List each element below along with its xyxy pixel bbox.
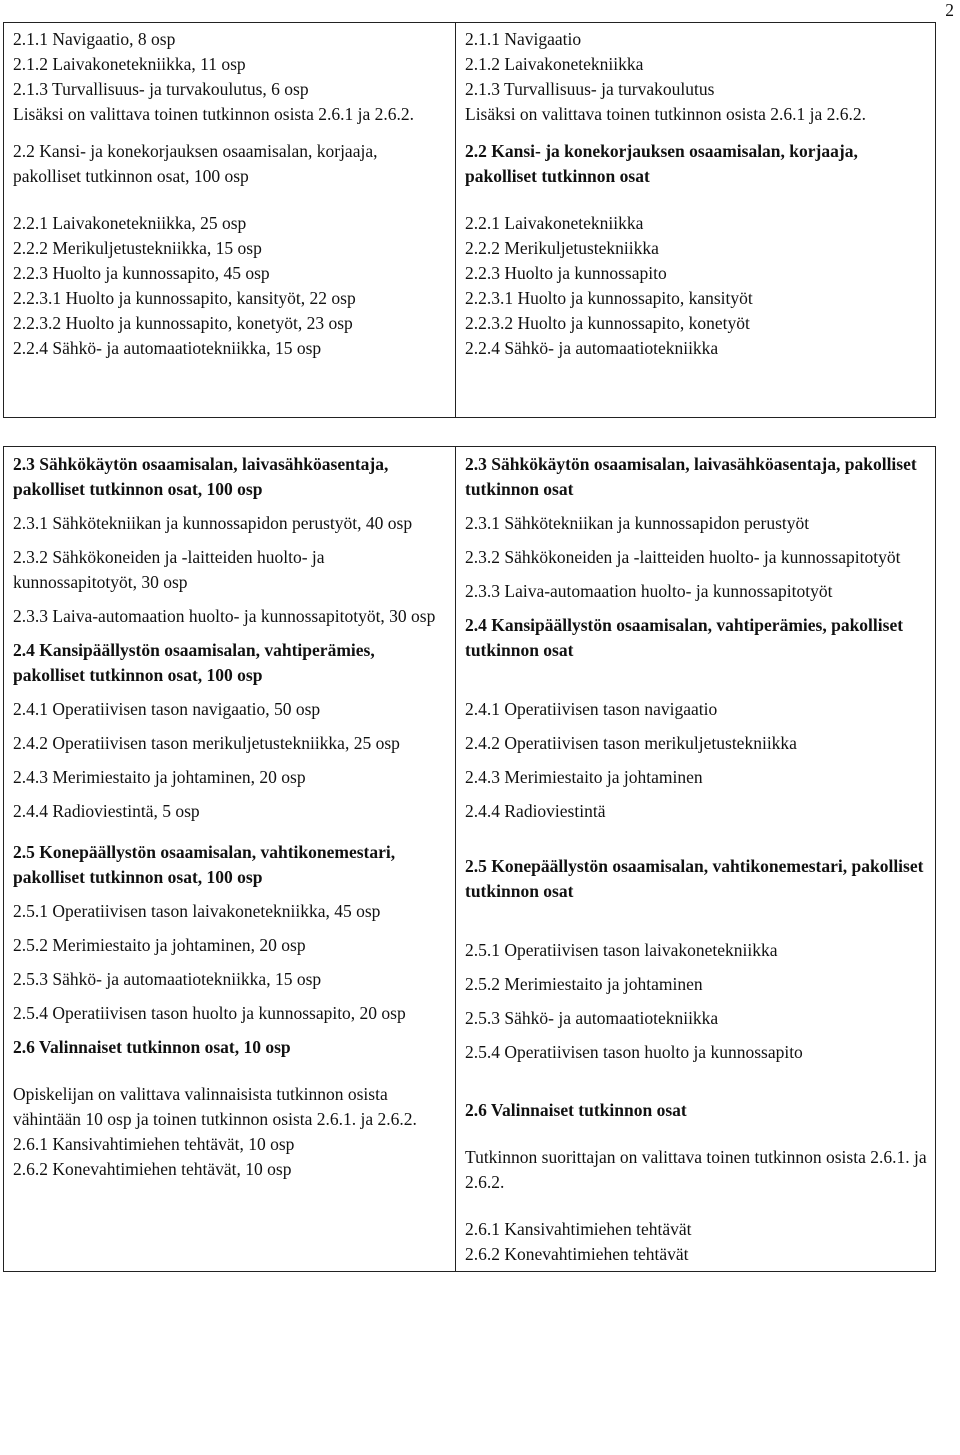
item: 2.6.1 Kansivahtimiehen tehtävät, 10 osp (13, 1134, 295, 1154)
line: 2.1.3 Turvallisuus- ja turvakoulutus (465, 79, 715, 99)
line: 2.2.3 Huolto ja kunnossapito (465, 263, 667, 283)
item: 2.5.1 Operatiivisen tason laivakonetekniikka, 45 osp (13, 901, 381, 921)
section-heading: 2.4 Kansipäällystön osaamisalan, vahtiperämies, pakolliset tutkinnon osat (465, 615, 904, 660)
section-heading: 2.5 Konepäällystön osaamisalan, vahtikonemestari, pakolliset tutkinnon osat, 100 osp (13, 842, 396, 887)
section-heading: 2.2 Kansi- ja konekorjauksen osaamisalan, korjaaja, pakolliset tutkinnon osat, 100 osp (13, 141, 378, 186)
line: 2.1.3 Turvallisuus- ja turvakoulutus, 6 osp (13, 79, 309, 99)
item: 2.5.4 Operatiivisen tason huolto ja kunnossapito (465, 1042, 803, 1062)
section-heading: 2.4 Kansipäällystön osaamisalan, vahtiperämies, pakolliset tutkinnon osat, 100 osp (13, 640, 375, 685)
line: 2.1.1 Navigaatio (465, 29, 582, 49)
line: 2.2.3.1 Huolto ja kunnossapito, kansityöt (465, 288, 753, 308)
item: 2.4.2 Operatiivisen tason merikuljetustekniikka (465, 733, 797, 753)
section-heading: 2.6 Valinnaiset tutkinnon osat, 10 osp (13, 1037, 291, 1057)
top-comparison-table (3, 22, 936, 418)
line: 2.2.1 Laivakonetekniikka (465, 213, 644, 233)
section-heading: 2.3 Sähkökäytön osaamisalan, laivasähköasentaja, pakolliset tutkinnon osat (465, 454, 917, 499)
section-heading: 2.5 Konepäällystön osaamisalan, vahtikonemestari, pakolliset tutkinnon osat (465, 856, 924, 901)
item: 2.6.1 Kansivahtimiehen tehtävät (465, 1219, 692, 1239)
item: 2.6.2 Konevahtimiehen tehtävät (465, 1244, 689, 1264)
item: 2.4.1 Operatiivisen tason navigaatio, 50 osp (13, 699, 321, 719)
line: 2.2.4 Sähkö- ja automaatiotekniikka, 15 osp (13, 338, 322, 358)
line: 2.2.2 Merikuljetustekniikka (465, 238, 659, 258)
table-row (4, 23, 936, 418)
item: 2.3.2 Sähkökoneiden ja -laitteiden huolto- ja kunnossapitotyöt, 30 osp (13, 547, 325, 592)
item: 2.6.2 Konevahtimiehen tehtävät, 10 osp (13, 1159, 292, 1179)
old-text-cell (4, 23, 456, 418)
item: 2.5.4 Operatiivisen tason huolto ja kunnossapito, 20 osp (13, 1003, 406, 1023)
new-text-cell (456, 23, 936, 418)
new-text-cell (456, 447, 936, 1272)
item: 2.5.2 Merimiestaito ja johtaminen, 20 osp (13, 935, 306, 955)
line: 2.2.1 Laivakonetekniikka, 25 osp (13, 213, 247, 233)
item: 2.4.3 Merimiestaito ja johtaminen, 20 osp (13, 767, 306, 787)
item: 2.5.3 Sähkö- ja automaatiotekniikka, 15 osp (13, 969, 322, 989)
paragraph: Opiskelijan on valittava valinnaisista tutkinnon osista vähintään 10 osp ja toinen tutkinnon osista 2.6.1. ja 2.6.2. (13, 1084, 417, 1129)
bottom-comparison-table (3, 446, 936, 1272)
section-heading: 2.6 Valinnaiset tutkinnon osat (465, 1100, 687, 1120)
item: 2.4.4 Radioviestintä, 5 osp (13, 801, 200, 821)
section-heading: 2.3 Sähkökäytön osaamisalan, laivasähköasentaja, pakolliset tutkinnon osat, 100 osp (13, 454, 389, 499)
line: 2.1.2 Laivakonetekniikka, 11 osp (13, 54, 246, 74)
item: 2.4.2 Operatiivisen tason merikuljetustekniikka, 25 osp (13, 733, 400, 753)
item: 2.3.3 Laiva-automaation huolto- ja kunnossapitotyöt, 30 osp (13, 606, 436, 626)
item: 2.3.2 Sähkökoneiden ja -laitteiden huolto- ja kunnossapitotyöt (465, 547, 901, 567)
line: 2.2.3.2 Huolto ja kunnossapito, konetyöt (465, 313, 750, 333)
item: 2.4.3 Merimiestaito ja johtaminen (465, 767, 703, 787)
item: 2.5.1 Operatiivisen tason laivakonetekniikka (465, 940, 778, 960)
line: Lisäksi on valittava toinen tutkinnon osista 2.6.1 ja 2.6.2. (13, 104, 414, 124)
paragraph: Tutkinnon suorittajan on valittava toinen tutkinnon osista 2.6.1. ja 2.6.2. (465, 1147, 927, 1192)
item: 2.5.3 Sähkö- ja automaatiotekniikka (465, 1008, 719, 1028)
line: 2.2.3.2 Huolto ja kunnossapito, konetyöt, 23 osp (13, 313, 353, 333)
line: 2.1.1 Navigaatio, 8 osp (13, 29, 176, 49)
line: 2.2.4 Sähkö- ja automaatiotekniikka (465, 338, 719, 358)
item: 2.3.1 Sähkötekniikan ja kunnossapidon perustyöt (465, 513, 810, 533)
item: 2.5.2 Merimiestaito ja johtaminen (465, 974, 703, 994)
table-row (4, 447, 936, 1272)
section-heading: 2.2 Kansi- ja konekorjauksen osaamisalan, korjaaja, pakolliset tutkinnon osat (465, 141, 858, 186)
line: 2.2.2 Merikuljetustekniikka, 15 osp (13, 238, 262, 258)
line: 2.1.2 Laivakonetekniikka (465, 54, 644, 74)
old-text-cell (4, 447, 456, 1272)
item: 2.4.1 Operatiivisen tason navigaatio (465, 699, 718, 719)
item: 2.3.1 Sähkötekniikan ja kunnossapidon perustyöt, 40 osp (13, 513, 413, 533)
page-number: 2 (945, 0, 954, 20)
line: 2.2.3 Huolto ja kunnossapito, 45 osp (13, 263, 270, 283)
line: 2.2.3.1 Huolto ja kunnossapito, kansityöt, 22 osp (13, 288, 356, 308)
line: Lisäksi on valittava toinen tutkinnon osista 2.6.1 ja 2.6.2. (465, 104, 866, 124)
item: 2.3.3 Laiva-automaation huolto- ja kunnossapitotyöt (465, 581, 833, 601)
item: 2.4.4 Radioviestintä (465, 801, 606, 821)
